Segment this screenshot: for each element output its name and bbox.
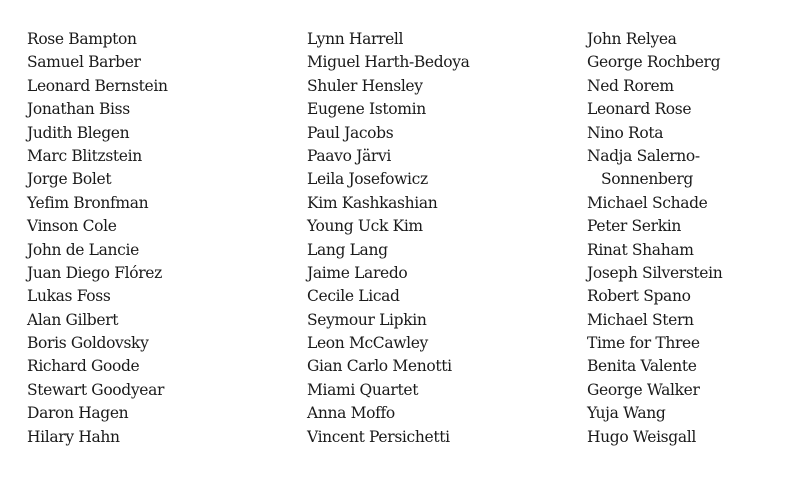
list-item: Leon McCawley [307,334,428,353]
list-item: Rinat Shaham [587,240,694,259]
list-item: George Walker [587,380,700,399]
list-item: Samuel Barber [27,53,141,72]
list-item: Leonard Bernstein [27,76,168,95]
list-item: Anna Moffo [307,404,395,423]
list-item: Yefim Bronfman [27,193,149,212]
list-item: George Rochberg [587,53,721,72]
list-item: Miami Quartet [307,380,419,399]
list-item: Marc Blitzstein [27,146,142,165]
name-column-1 [27,28,287,449]
list-item: Lukas Foss [27,287,111,306]
list-item: Michael Schade [587,193,708,212]
list-item: Joseph Silverstein [587,263,723,282]
list-item: Cecile Licad [307,287,400,306]
list-item: Eugene Istomin [307,100,426,119]
list-item: Jorge Bolet [27,170,112,189]
list-item: Alan Gilbert [27,310,119,329]
list-item: Benita Valente [587,357,697,376]
name-column-2 [307,28,567,449]
list-item: Time for Three [587,334,700,353]
list-item: Nino Rota [587,123,664,142]
list-item-continuation: Sonnenberg [601,170,693,189]
list-item: Seymour Lipkin [307,310,427,329]
list-item: Young Uck Kim [307,217,423,236]
list-item: Vincent Persichetti [307,427,450,446]
list-item: Nadja Salerno- [587,146,700,165]
list-item: Juan Diego Flórez [27,263,162,282]
list-item: Gian Carlo Menotti [307,357,452,376]
list-item: Judith Blegen [27,123,130,142]
list-item: Lang Lang [307,240,388,259]
list-item: Boris Goldovsky [27,334,149,353]
list-item: Daron Hagen [27,404,129,423]
list-item: Kim Kashkashian [307,193,438,212]
list-item: Ned Rorem [587,76,674,95]
list-item: Robert Spano [587,287,691,306]
name-column-3 [587,28,787,449]
list-item: Leila Josefowicz [307,170,428,189]
list-item: Miguel Harth-Bedoya [307,53,470,72]
list-item: Hugo Weisgall [587,427,696,446]
list-item: Lynn Harrell [307,30,404,48]
list-item: Michael Stern [587,310,694,329]
list-item: Rose Bampton [27,30,137,48]
list-item: Stewart Goodyear [27,380,165,399]
list-item: John Relyea [587,30,677,48]
list-item: Leonard Rose [587,100,692,119]
list-item: Shuler Hensley [307,76,423,95]
list-item: Jaime Laredo [307,263,408,282]
list-item: Richard Goode [27,357,140,376]
list-item: Yuja Wang [587,404,666,423]
list-item: Vinson Cole [27,217,117,236]
list-item: Paavo Järvi [307,146,391,165]
list-item: Jonathan Biss [27,100,130,119]
list-item: John de Lancie [27,240,139,259]
list-item: Peter Serkin [587,217,681,236]
list-item: Paul Jacobs [307,123,394,142]
list-item: Hilary Hahn [27,427,120,446]
